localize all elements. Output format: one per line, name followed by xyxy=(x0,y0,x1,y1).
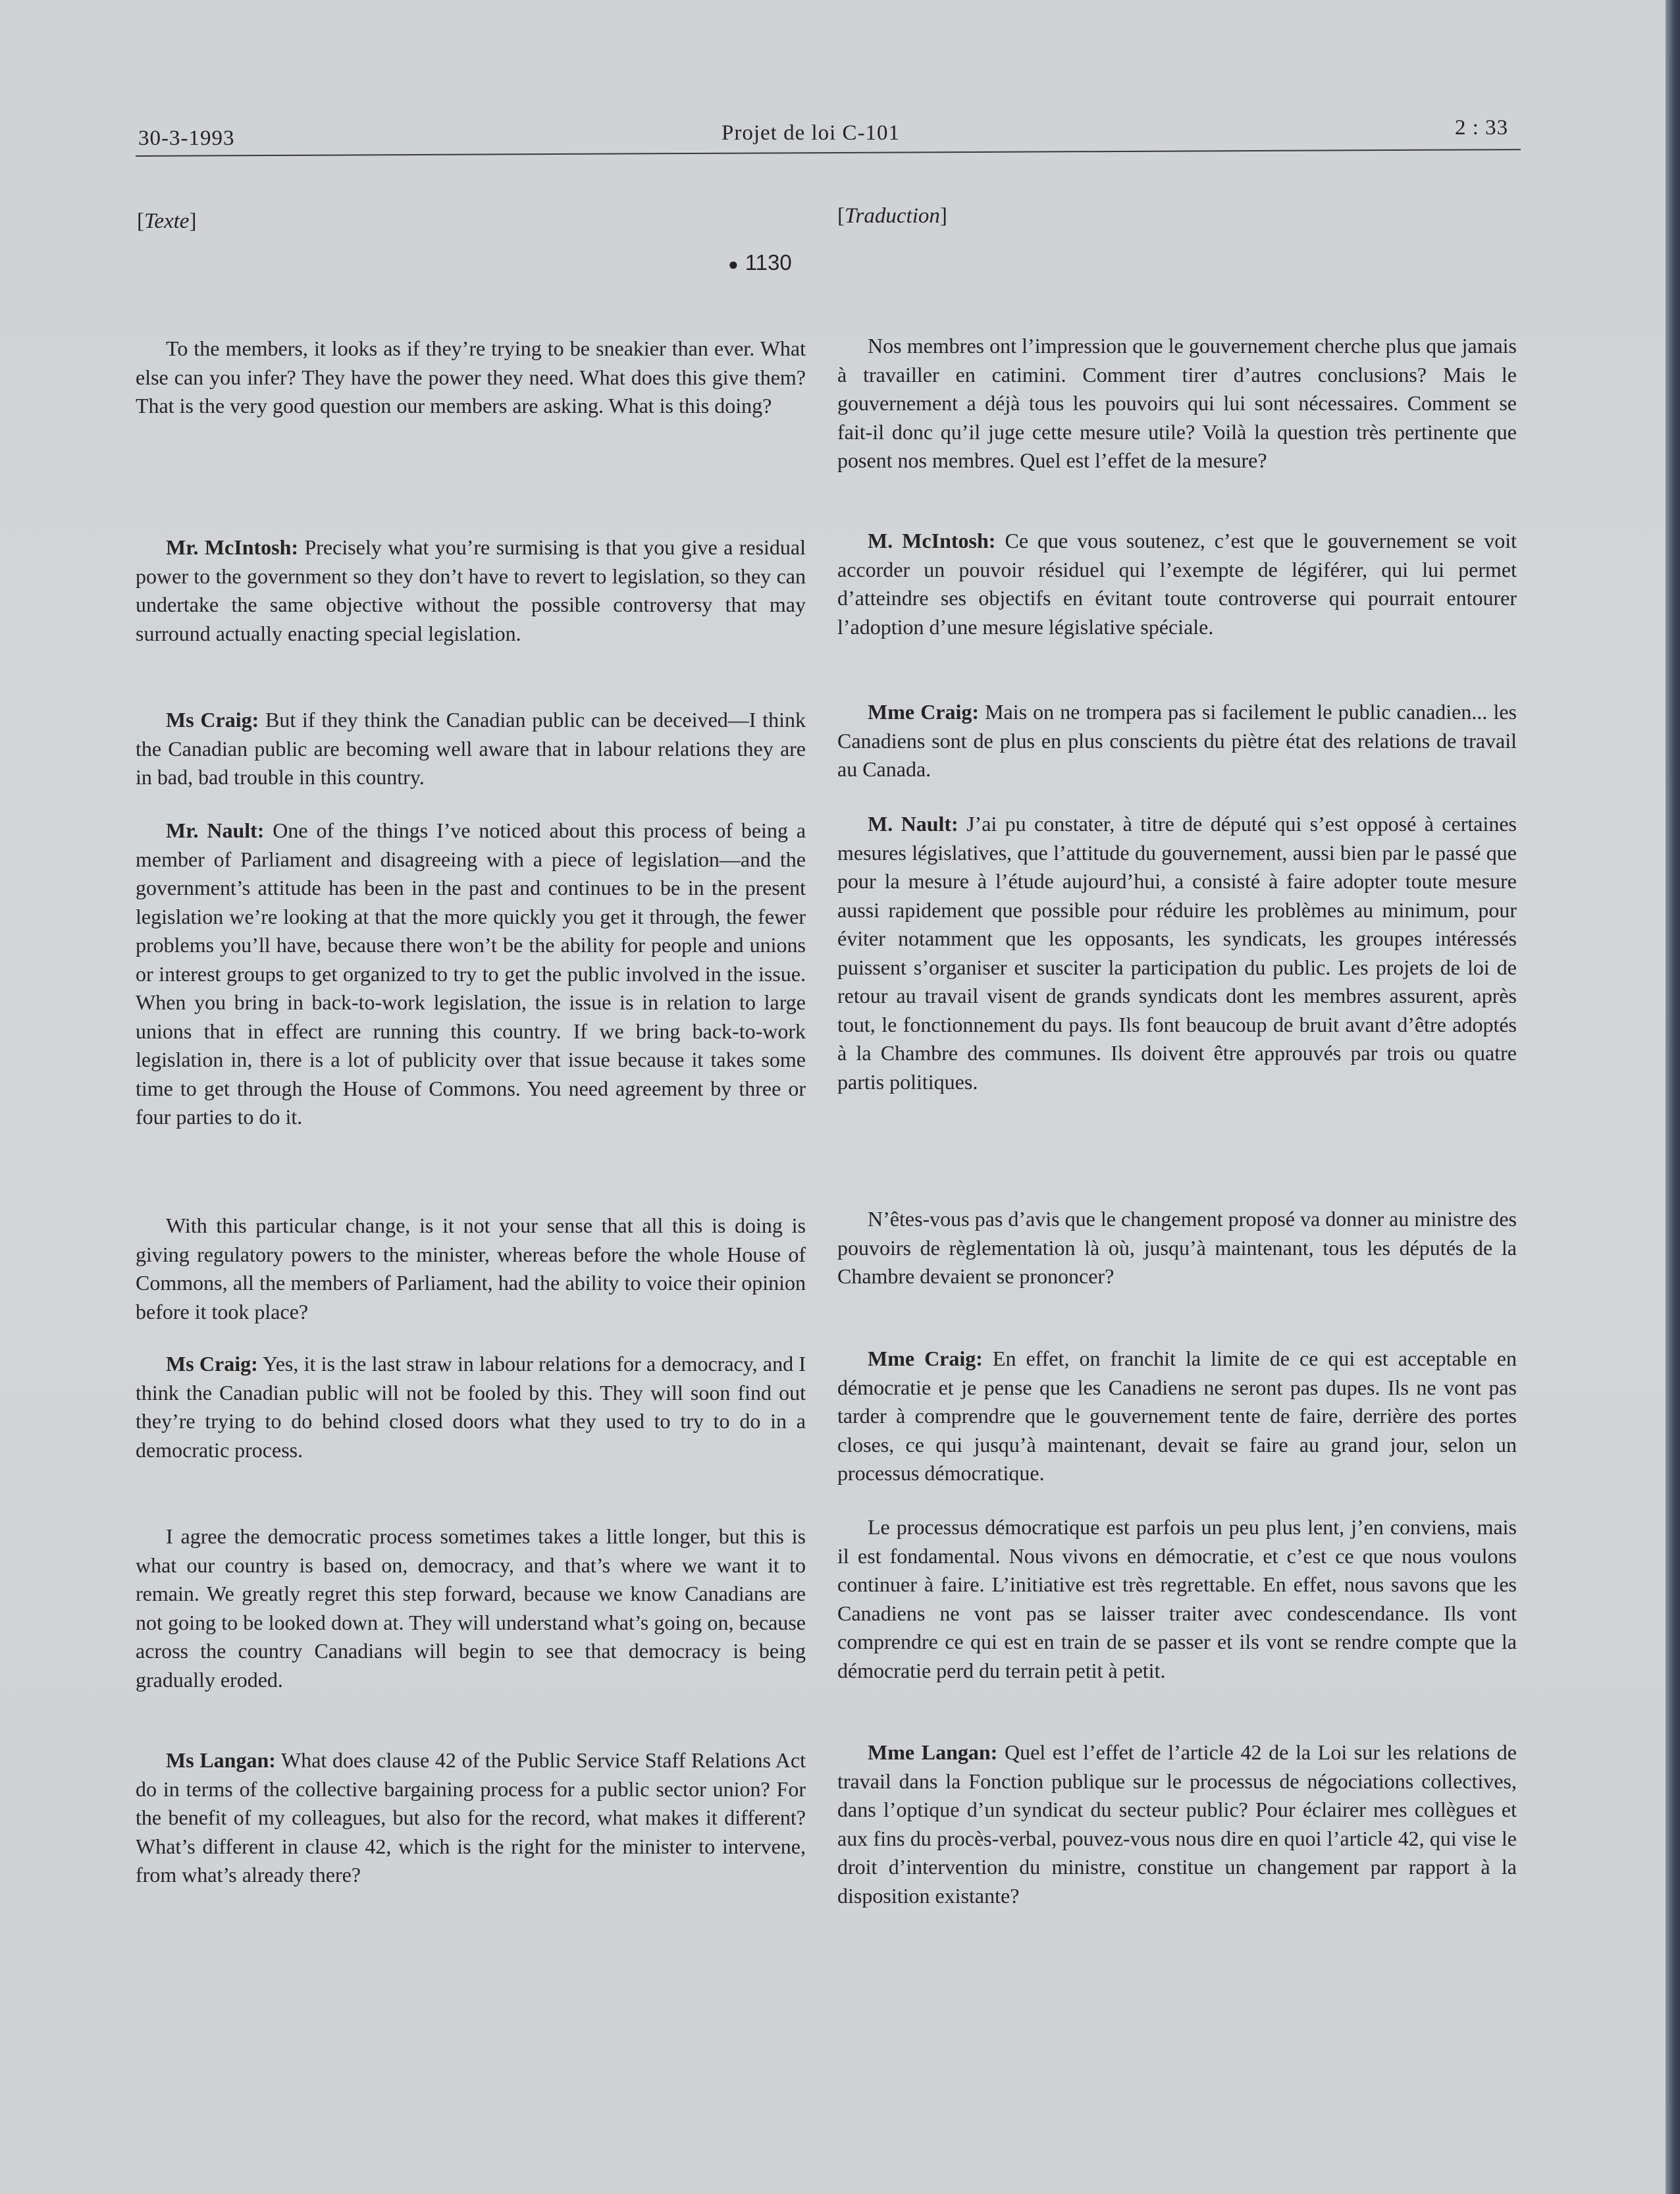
paragraph-text: Le processus démocratique est parfois un peu plus lent, j’en conviens, mais il est fondamental. Nous vivons en démocratie, et c’est ce que nous voulons continuer à faire. L’initiative est très regrettable. En effet, nous savons que les Canadiens ne vont pas se laisser traiter avec condescendance. Ils vont comprendre ce qui est en train de se passer et ils vont se rendre compte que la démocratie perd du terrain petit à petit. xyxy=(837,1515,1517,1682)
left-paragraph xyxy=(136,533,806,648)
speaker-name: Mr. McIntosh: xyxy=(166,535,299,559)
paragraph-text: Ce que vous soutenez, c’est que le gouvernement se voit accorder un pouvoir résiduel qui l’exempte de légiférer, qui lui permet d’atteindre ses objectifs en évitant toute controverse qui pourrait entourer l’adoption d’une mesure législative spéciale. xyxy=(837,529,1517,639)
right-paragraph xyxy=(837,1738,1517,1910)
right-paragraph xyxy=(837,1205,1517,1291)
left-paragraph xyxy=(136,816,806,1132)
right-column-label: [Traduction] xyxy=(837,204,947,228)
left-paragraph xyxy=(136,1522,806,1694)
left-paragraph xyxy=(136,1212,806,1326)
speaker-name: M. McIntosh: xyxy=(868,529,996,552)
header-date: 30-3-1993 xyxy=(138,126,235,150)
paragraph-text: But if they think the Canadian public can be deceived—I think the Canadian public are becoming well aware that in labour relations they are in bad, bad trouble in this country. xyxy=(136,708,806,789)
paragraph-text: N’êtes-vous pas d’avis que le changement proposé va donner au ministre des pouvoirs de règlementation là où, jusqu’à maintenant, tous les députés de la Chambre devaient se prononcer? xyxy=(837,1207,1517,1288)
paragraph-text: Mais on ne trompera pas si facilement le public canadien... les Canadiens sont de plus en plus conscients du piètre état des relations de travail au Canada. xyxy=(837,700,1517,781)
header-page-number: 2 : 33 xyxy=(1455,116,1509,140)
left-column-label-text: Texte xyxy=(144,209,190,233)
timestamp-text: 1130 xyxy=(745,250,792,275)
bullet-icon: ● xyxy=(728,254,739,274)
right-paragraph xyxy=(837,332,1517,475)
speaker-name: Mme Craig: xyxy=(868,700,980,724)
paragraph-text: En effet, on franchit la limite de ce qui est acceptable en démocratie et je pense que les Canadiens ne seront pas dupes. Ils ne vont pas tarder à comprendre que le gouvernement tente de faire, derrière des portes closes, ce qui jusqu’à maintenant, devait se faire au grand jour, selon un processus démocratique. xyxy=(837,1347,1517,1485)
paragraph-text: With this particular change, is it not your sense that all this is doing is giving regulatory powers to the minister, whereas before the whole House of Commons, all the members of Parliament, had the ability to voice their opinion before it took place? xyxy=(136,1214,806,1324)
paragraph-text: One of the things I’ve noticed about this process of being a member of Parliament and disagreeing with a piece of legislation—and the government’s attitude has been in the past and continues to be in the present legislation we’re looking at that the more quickly you get it through, the fewer problems you’ll have, because there won’t be the ability for people and unions or interest groups to get organized to try to get the public involved in the issue. When you bring in back-to-work legislation, the issue is in relation to large unions that in effect are running this country. If we bring back-to-work legislation in, there is a lot of publicity over that issue because it takes some time to get through the House of Commons. You need agreement by three or four parties to do it. xyxy=(136,818,806,1129)
paragraph-text: Precisely what you’re surmising is that you give a residual power to the government so they don’t have to revert to legislation, so they can undertake the same objective without the possible controversy that may surround actually enacting special legislation. xyxy=(136,535,806,645)
speaker-name: Mme Langan: xyxy=(868,1740,998,1764)
speaker-name: Mme Craig: xyxy=(868,1347,983,1370)
paragraph-text: What does clause 42 of the Public Service Staff Relations Act do in terms of the collective bargaining process for a public sector union? For the benefit of my colleagues, but also for the record, what makes it different? What’s different in clause 42, which is the right for the minister to intervene, from what’s already there? xyxy=(136,1748,806,1886)
paragraph-text: Yes, it is the last straw in labour relations for a democracy, and I think the Canadian public will not be fooled by this. They will soon find out they’re trying to do behind closed doors what they used to try to do in a democratic process. xyxy=(136,1352,806,1462)
paragraph-text: To the members, it looks as if they’re trying to be sneakier than ever. What else can you infer? They have the power they need. What does this give them? That is the very good question our members are asking. What is this doing? xyxy=(136,336,806,417)
speaker-name: Mr. Nault: xyxy=(166,818,265,842)
timestamp-marker xyxy=(728,250,792,275)
speaker-name: M. Nault: xyxy=(868,812,958,836)
left-paragraph xyxy=(136,334,806,421)
left-column-label: [Texte] xyxy=(137,209,197,233)
right-paragraph xyxy=(837,698,1517,784)
paragraph-text: Nos membres ont l’impression que le gouvernement cherche plus que jamais à travailler en catimini. Comment tirer d’autres conclusions? Mais le gouvernement a déjà tous les pouvoirs qui lui sont nécessaires. Comment se fait-il donc qu’il juge cette mesure utile? Voilà la question très pertinente que posent nos membres. Quel est l’effet de la mesure? xyxy=(837,334,1517,472)
right-column-label-text: Traduction xyxy=(845,204,940,228)
header-title: Projet de loi C-101 xyxy=(722,121,901,145)
right-paragraph xyxy=(837,1513,1517,1685)
paragraph-text: Quel est l’effet de l’article 42 de la Loi sur les relations de travail dans la Fonction publique sur le processus de négociations collectives, dans l’optique d’un syndicat du secteur public? Pour éclairer mes collègues et aux fins du procès-verbal, pouvez-vous nous dire en quoi l’article 42, qui vise le droit d’intervention du ministre, constitue un changement par rapport à la disposition existante? xyxy=(837,1740,1517,1908)
speaker-name: Ms Langan: xyxy=(166,1748,276,1772)
left-paragraph xyxy=(136,1350,806,1464)
page-edge xyxy=(1666,0,1680,2194)
left-paragraph xyxy=(136,706,806,792)
right-paragraph xyxy=(837,527,1517,641)
right-paragraph xyxy=(837,810,1517,1096)
header-rule xyxy=(136,149,1521,157)
speaker-name: Ms Craig: xyxy=(166,708,259,732)
speaker-name: Ms Craig: xyxy=(166,1352,258,1376)
right-paragraph xyxy=(837,1345,1517,1488)
left-paragraph xyxy=(136,1746,806,1890)
paragraph-text: J’ai pu constater, à titre de député qui s’est opposé à certaines mesures législatives, que l’attitude du gouvernement, aussi bien par le passé que pour la mesure à l’étude aujourd’hui, a consisté à faire adopter toute mesure aussi rapidement que possible pour réduire les problèmes au minimum, pour éviter notamment que les opposants, les syndicats, les groupes intéressés puissent s’organiser et susciter la participation du public. Les projets de loi de retour au travail visent de grands syndicats dont les membres assurent, après tout, le fonctionnement du pays. Ils font beaucoup de bruit avant d’être adoptés à la Chambre des communes. Ils doivent être approuvés par trois ou quatre partis politiques. xyxy=(837,812,1517,1094)
paragraph-text: I agree the democratic process sometimes takes a little longer, but this is what our country is based on, democracy, and that’s where we want it to remain. We greatly regret this step forward, because we know Canadians are not going to be looked down at. They will understand what’s going on, because across the country Canadians will begin to see that democracy is being gradually eroded. xyxy=(136,1524,806,1692)
